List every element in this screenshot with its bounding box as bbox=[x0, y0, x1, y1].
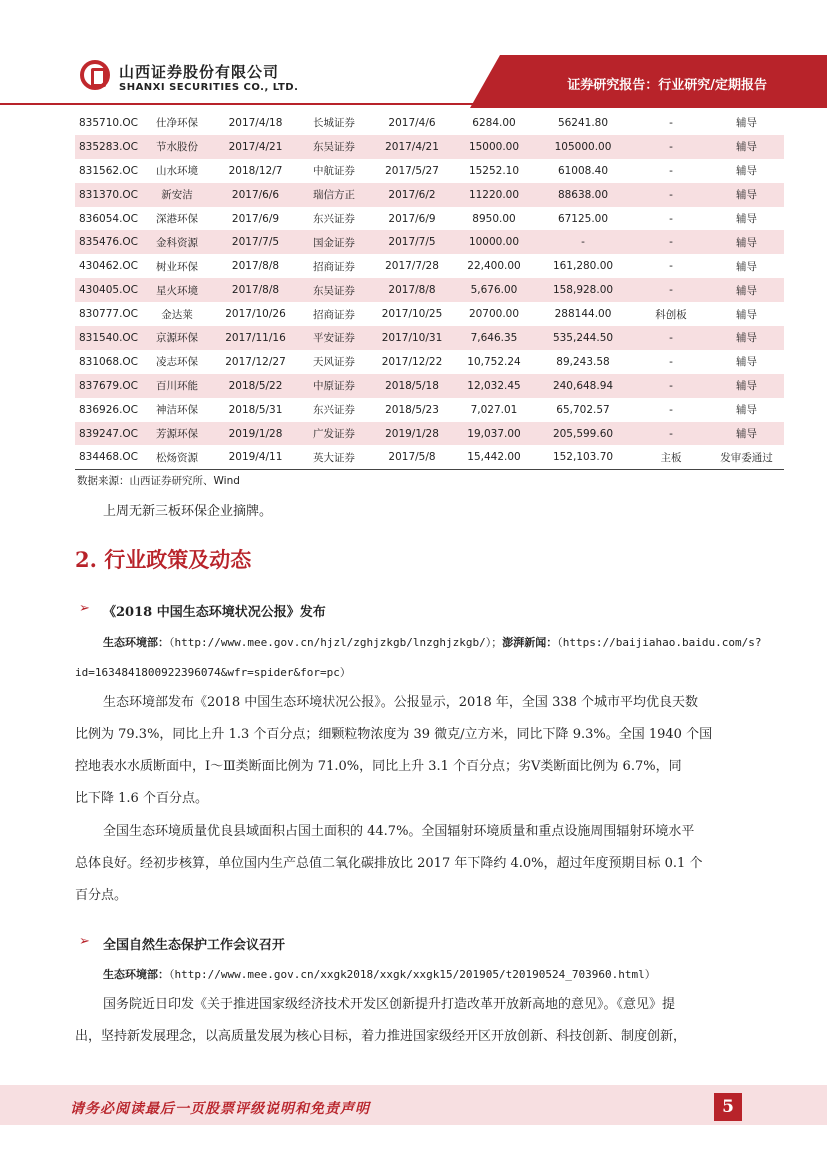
table-cell: 2017/4/6 bbox=[388, 116, 436, 129]
table-row bbox=[75, 230, 784, 254]
table-cell: 65,702.57 bbox=[556, 403, 610, 416]
table-cell: 2018/5/22 bbox=[212, 374, 299, 398]
table-cell: 22,400.00 bbox=[467, 260, 521, 273]
table-cell: 12,032.45 bbox=[455, 374, 533, 398]
table-cell: 东兴证券 bbox=[313, 404, 355, 417]
table-cell: 835710.OC bbox=[78, 116, 139, 129]
company-name-cn: 山西证券股份有限公司 bbox=[119, 63, 280, 81]
table-cell: 2017/5/8 bbox=[369, 445, 455, 469]
table-cell: 105000.00 bbox=[533, 135, 633, 159]
table-cell: 835283.OC bbox=[75, 135, 142, 159]
table-row bbox=[75, 302, 784, 326]
table-cell: 长城证券 bbox=[313, 117, 355, 130]
table-cell: - bbox=[533, 230, 633, 254]
table-cell: 招商证券 bbox=[313, 260, 355, 273]
table-cell: - bbox=[633, 374, 709, 398]
table-cell: 88638.00 bbox=[533, 183, 633, 207]
table-cell: 英大证券 bbox=[299, 445, 369, 469]
table-cell: 深港环保 bbox=[156, 213, 198, 225]
table-cell: - bbox=[669, 212, 673, 225]
table-cell: 2017/6/6 bbox=[212, 183, 299, 207]
table-cell: 2017/4/18 bbox=[228, 116, 283, 129]
table-cell: 凌志环保 bbox=[156, 356, 198, 369]
table-cell: 2017/11/16 bbox=[212, 326, 299, 350]
table-cell: 新安洁 bbox=[142, 183, 212, 207]
table-cell: 15,442.00 bbox=[455, 445, 533, 469]
page-number: 5 bbox=[714, 1093, 742, 1121]
table-cell: 2017/6/9 bbox=[231, 212, 280, 225]
table-cell: 辅导 bbox=[736, 117, 757, 130]
source-link[interactable]: （https://baijiahao.baidu.com/s? bbox=[557, 636, 762, 649]
table-row bbox=[75, 350, 784, 374]
table-cell: 百川环能 bbox=[142, 374, 212, 398]
table-cell: 辅导 bbox=[736, 308, 757, 321]
ipo-counseling-table bbox=[75, 111, 784, 470]
table-cell: 中原证券 bbox=[299, 374, 369, 398]
source-link[interactable]: （http://www.mee.gov.cn/xxgk2018/xxgk/xxgk15/201905/t20190524_703960.html） bbox=[169, 968, 656, 981]
table-cell: 15252.10 bbox=[468, 164, 520, 177]
table-cell: 2017/7/5 bbox=[369, 230, 455, 254]
news-title-1: 《2018 中国生态环境状况公报》发布 bbox=[103, 605, 326, 620]
table-row bbox=[75, 326, 784, 350]
table-cell: 67125.00 bbox=[557, 212, 609, 225]
table-cell: 辅导 bbox=[709, 135, 784, 159]
table-cell: - bbox=[633, 135, 709, 159]
table-cell: - bbox=[669, 164, 673, 177]
table-cell: 辅导 bbox=[709, 374, 784, 398]
table-cell: 5,676.00 bbox=[455, 278, 533, 302]
table-row bbox=[75, 111, 784, 135]
table-cell: 东吴证券 bbox=[299, 135, 369, 159]
table-cell: - bbox=[633, 422, 709, 446]
table-cell: 芳源环保 bbox=[142, 422, 212, 446]
table-cell: 2019/4/11 bbox=[212, 445, 299, 469]
table-cell: 平安证券 bbox=[299, 326, 369, 350]
arrow-bullet-icon: ➢ bbox=[79, 934, 90, 949]
company-logo-icon bbox=[80, 60, 110, 90]
table-cell: 国金证券 bbox=[299, 230, 369, 254]
table-cell: 152,103.70 bbox=[533, 445, 633, 469]
table-cell: - bbox=[669, 260, 673, 273]
table-cell: 辅导 bbox=[736, 165, 757, 178]
footer-disclaimer: 请务必阅读最后一页股票评级说明和免责声明 bbox=[70, 1101, 370, 1117]
table-cell: 辅导 bbox=[709, 183, 784, 207]
table-cell: 金科资源 bbox=[142, 230, 212, 254]
table-cell: 6284.00 bbox=[472, 116, 516, 129]
table-cell: - bbox=[633, 278, 709, 302]
table-cell: 2017/6/2 bbox=[369, 183, 455, 207]
table-cell: 山水环境 bbox=[156, 165, 198, 178]
table-row bbox=[75, 135, 784, 159]
table-cell: 205,599.60 bbox=[533, 422, 633, 446]
table-cell: 2017/4/21 bbox=[369, 135, 455, 159]
page-header bbox=[0, 0, 827, 108]
table-cell: 830777.OC bbox=[78, 308, 139, 321]
company-name-en: SHANXI SECURITIES CO., LTD. bbox=[119, 82, 299, 93]
table-cell: 辅导 bbox=[709, 326, 784, 350]
table-cell: 10,752.24 bbox=[467, 355, 521, 368]
table-cell: 辅导 bbox=[736, 404, 757, 417]
table-cell: 辅导 bbox=[736, 356, 757, 369]
paragraph-line: 比下降 1.6 个百分点。 bbox=[75, 791, 208, 806]
news-source-2 bbox=[103, 966, 656, 982]
table-cell: 430462.OC bbox=[78, 260, 139, 273]
table-cell: 2018/5/31 bbox=[228, 403, 283, 416]
table-cell: 161,280.00 bbox=[552, 260, 614, 273]
table-cell: 831540.OC bbox=[75, 326, 142, 350]
paragraph-line: 生态环境部发布《2018 中国生态环境状况公报》。公报显示，2018 年，全国 338 个城市平均优良天数 bbox=[103, 695, 699, 710]
table-cell: 2017/10/25 bbox=[381, 308, 443, 321]
table-cell: 430405.OC bbox=[75, 278, 142, 302]
table-cell: 东兴证券 bbox=[313, 213, 355, 225]
table-cell: 288144.00 bbox=[554, 308, 612, 321]
table-cell: 广发证券 bbox=[299, 422, 369, 446]
table-cell: 2017/10/26 bbox=[225, 308, 286, 321]
arrow-bullet-icon: ➢ bbox=[79, 601, 90, 616]
table-cell: 瑞信方正 bbox=[299, 183, 369, 207]
table-cell: - bbox=[633, 230, 709, 254]
table-cell: 神洁环保 bbox=[156, 404, 198, 417]
table-cell: 2017/12/27 bbox=[225, 355, 286, 368]
table-cell: 89,243.58 bbox=[556, 355, 610, 368]
table-cell: 中航证券 bbox=[313, 165, 355, 178]
table-cell: 2017/4/21 bbox=[212, 135, 299, 159]
table-cell: 京源环保 bbox=[142, 326, 212, 350]
table-row bbox=[75, 445, 784, 469]
table-cell: 2017/5/27 bbox=[385, 164, 439, 177]
table-cell: 招商证券 bbox=[313, 308, 355, 321]
table-cell: 节水股份 bbox=[142, 135, 212, 159]
table-cell: 2018/12/7 bbox=[228, 164, 283, 177]
table-row bbox=[75, 207, 784, 231]
table-cell: 发审委通过 bbox=[709, 445, 784, 469]
table-row bbox=[75, 254, 784, 278]
table-cell: 2017/12/22 bbox=[381, 355, 443, 368]
table-cell: 836926.OC bbox=[78, 403, 139, 416]
table-cell: 831562.OC bbox=[78, 164, 139, 177]
table-cell: 金达莱 bbox=[161, 308, 193, 321]
table-cell: 10000.00 bbox=[455, 230, 533, 254]
table-cell: 2019/1/28 bbox=[369, 422, 455, 446]
section-title: 2. 行业政策及动态 bbox=[75, 547, 252, 572]
table-cell: 辅导 bbox=[709, 278, 784, 302]
table-row bbox=[75, 422, 784, 446]
table-cell: 158,928.00 bbox=[533, 278, 633, 302]
table-cell: 天风证券 bbox=[313, 356, 355, 369]
intro-paragraph: 上周无新三板环保企业摘牌。 bbox=[103, 504, 273, 519]
table-cell: 2017/6/9 bbox=[388, 212, 436, 225]
table-cell: 834468.OC bbox=[75, 445, 142, 469]
table-cell: 辅导 bbox=[709, 230, 784, 254]
paragraph-line: 百分点。 bbox=[75, 888, 128, 903]
table-cell: 15000.00 bbox=[455, 135, 533, 159]
table-cell: 8950.00 bbox=[472, 212, 516, 225]
table-cell: 星火环境 bbox=[142, 278, 212, 302]
source-label: 生态环境部： bbox=[103, 636, 169, 649]
news-source-1-cont[interactable]: id=1634841800922396074&wfr=spider&for=pc） bbox=[75, 666, 351, 679]
table-cell: 东吴证券 bbox=[299, 278, 369, 302]
paragraph-line: 出，坚持新发展理念，以高质量发展为核心目标，着力推进国家级经开区开放创新、科技创新、制度创新， bbox=[75, 1029, 687, 1044]
table-cell: 辅导 bbox=[709, 422, 784, 446]
source-label: 澎湃新闻： bbox=[502, 636, 558, 649]
table-cell: 831068.OC bbox=[78, 355, 139, 368]
table-cell: 2019/1/28 bbox=[212, 422, 299, 446]
table-cell: 836054.OC bbox=[78, 212, 139, 225]
table-row bbox=[75, 278, 784, 302]
table-cell: 科创板 bbox=[655, 308, 687, 321]
news-source-1 bbox=[103, 634, 761, 650]
table-cell: 7,646.35 bbox=[455, 326, 533, 350]
table-row bbox=[75, 398, 784, 422]
paragraph-line: 总体良好。经初步核算，单位国内生产总值二氧化碳排放比 2017 年下降约 4.0%，超过年度预期目标 0.1 个 bbox=[75, 856, 703, 871]
table-cell: - bbox=[669, 403, 673, 416]
table-cell: 61008.40 bbox=[557, 164, 609, 177]
table-cell: 839247.OC bbox=[75, 422, 142, 446]
table-cell: 辅导 bbox=[736, 213, 757, 225]
table-cell: 835476.OC bbox=[75, 230, 142, 254]
table-row bbox=[75, 183, 784, 207]
report-type: 证券研究报告：行业研究/定期报告 bbox=[567, 78, 767, 93]
table-cell: 535,244.50 bbox=[533, 326, 633, 350]
table-cell: - bbox=[669, 116, 673, 129]
table-cell: 56241.80 bbox=[557, 116, 609, 129]
table-cell: 2018/5/23 bbox=[385, 403, 439, 416]
table-cell: - bbox=[633, 183, 709, 207]
news-title-2: 全国自然生态保护工作会议召开 bbox=[103, 938, 286, 953]
table-row bbox=[75, 159, 784, 183]
table-cell: - bbox=[669, 355, 673, 368]
paragraph-line: 全国生态环境质量优良县域面积占国土面积的 44.7%。全国辐射环境质量和重点设施周围辐射环境水平 bbox=[103, 824, 695, 839]
table-cell: 7,027.01 bbox=[470, 403, 518, 416]
paragraph-line: 国务院近日印发《关于推进国家级经济技术开发区创新提升打造改革开放新高地的意见》。《意见》提 bbox=[103, 997, 676, 1012]
table-cell: 辅导 bbox=[736, 260, 757, 273]
paragraph-line: 比例为 79.3%，同比上升 1.3 个百分点；细颗粒物浓度为 39 微克/立方米，同比下降 9.3%。全国 1940 个国 bbox=[75, 727, 713, 742]
table-cell: 2017/7/5 bbox=[212, 230, 299, 254]
table-row bbox=[75, 374, 784, 398]
table-cell: 837679.OC bbox=[75, 374, 142, 398]
source-link[interactable]: （http://www.mee.gov.cn/hjzl/zghjzkgb/lnzghjzkgb/）； bbox=[169, 636, 503, 649]
table-cell: 2018/5/18 bbox=[369, 374, 455, 398]
table-cell: 树业环保 bbox=[156, 260, 198, 273]
table-cell: 2017/8/8 bbox=[212, 278, 299, 302]
table-cell: 19,037.00 bbox=[455, 422, 533, 446]
paragraph-line: 控地表水水质断面中，Ⅰ～Ⅲ类断面比例为 71.0%，同比上升 3.1 个百分点；劣Ⅴ类断面比例为 6.7%，同 bbox=[75, 759, 682, 774]
table-cell: 主板 bbox=[633, 445, 709, 469]
table-cell: 2017/8/8 bbox=[231, 260, 280, 273]
table-cell: 2017/10/31 bbox=[369, 326, 455, 350]
table-cell: 2017/7/28 bbox=[385, 260, 439, 273]
data-source-note: 数据来源：山西证券研究所、Wind bbox=[77, 475, 240, 487]
table-cell: 831370.OC bbox=[75, 183, 142, 207]
table-cell: 11220.00 bbox=[455, 183, 533, 207]
table-cell: 240,648.94 bbox=[533, 374, 633, 398]
table-cell: 2017/8/8 bbox=[369, 278, 455, 302]
table-cell: 20700.00 bbox=[468, 308, 520, 321]
table-cell: 仕净环保 bbox=[156, 117, 198, 130]
source-label: 生态环境部： bbox=[103, 968, 169, 981]
table-cell: 松炀资源 bbox=[142, 445, 212, 469]
table-cell: - bbox=[633, 326, 709, 350]
